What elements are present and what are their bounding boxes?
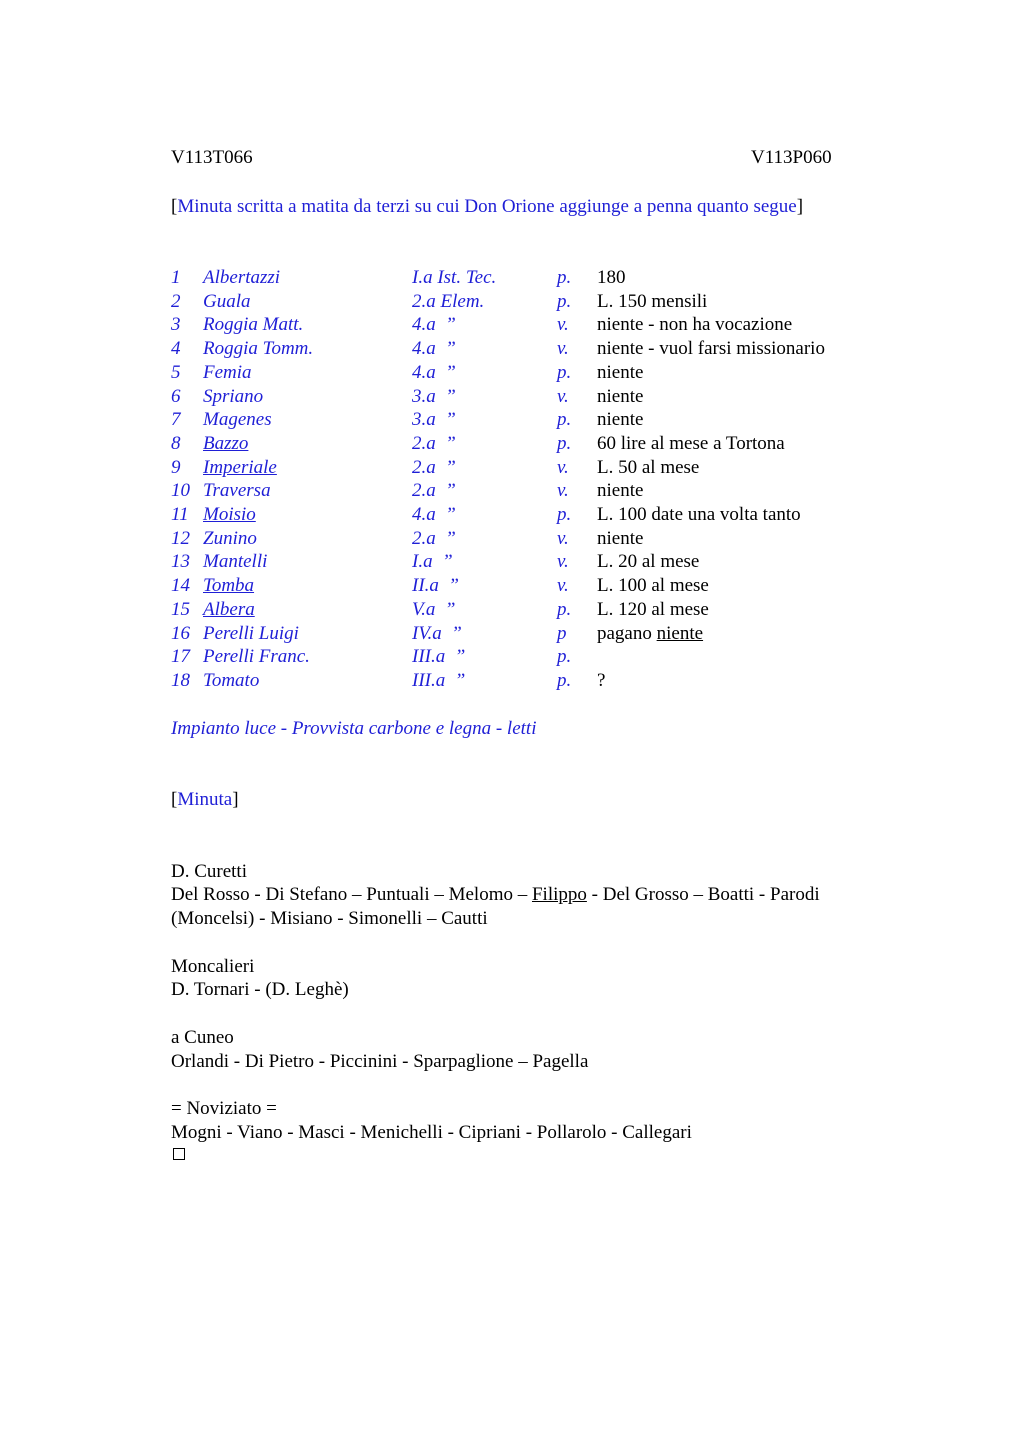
student-name: Femia [203,361,252,383]
student-note [597,503,801,527]
student-status: p [557,622,567,644]
moncalieri-line: D. Tornari - (D. Leghè) [171,979,349,1000]
student-name: Albera [203,598,255,620]
student-note [597,669,605,693]
student-note-text: L. 50 al mese [597,456,700,478]
student-name: Magenes [203,409,272,431]
curetti-line-1-b: - Del Grosso – Boatti - Parodi [586,884,820,905]
student-status: p. [557,504,572,525]
student-note-text: ? [597,669,606,691]
student-row [0,337,1024,361]
student-note [597,290,707,314]
noviziato-title: = Noviziato = [171,1098,277,1119]
student-note-text: niente - non ha vocazione [597,314,793,336]
student-number: 9 [171,456,181,478]
student-number: 3 [171,314,181,336]
student-name: Tomato [203,669,260,691]
student-status: p. [557,267,572,288]
student-note-text: L. 100 al mese [597,575,709,597]
student-status: v. [557,527,569,549]
student-row [0,266,1024,290]
student-status: p. [557,432,572,454]
student-note [597,337,825,361]
noviziato-line: Mogni - Viano - Masci - Menichelli - Cipriani - Pollarolo - Callegari [171,1122,692,1143]
curetti-title: D. Curetti [171,861,247,882]
student-class: III.a ” [412,669,466,691]
student-status: p. [557,361,572,383]
student-status: v. [557,551,569,573]
student-name: Guala [203,290,251,312]
student-note [597,432,785,456]
student-note [597,361,643,385]
student-class: 2.a ” [412,480,456,502]
student-name: Spriano [203,385,264,407]
student-row [0,622,1024,646]
student-class: 4.a ” [412,314,456,336]
student-class: 2.a ” [412,527,456,549]
student-name: Roggia Matt. [203,314,304,336]
student-class: 3.a ” [412,385,456,407]
student-note [597,622,703,646]
cuneo-line: Orlandi - Di Pietro - Piccinini - Sparpaglione – Pagella [171,1051,589,1072]
student-name: Perelli Franc. [203,646,310,668]
cuneo-title: a Cuneo [171,1027,234,1048]
student-note-text: 60 lire al mese a Tortona [597,432,785,454]
student-status: v. [557,385,569,407]
bracket-open: [ [171,789,178,810]
student-name: Tomba [203,575,255,597]
student-note [597,313,792,337]
student-class: IV.a ” [412,622,462,644]
student-row [0,432,1024,456]
student-number: 7 [171,409,181,431]
student-class: 4.a ” [412,504,456,525]
student-class: 4.a ” [412,338,456,360]
bracket-close: ] [232,789,239,810]
student-note-text: L. 20 al mese [597,551,700,573]
student-name: Mantelli [203,551,268,573]
editorial-note-text: Minuta scritta a matita da terzi su cui Don Orione aggiunge a penna quanto segue [177,196,797,217]
student-note-text: niente [597,409,644,431]
student-note-text: niente - vuol farsi missionario [597,338,825,360]
student-name: Zunino [203,527,257,549]
student-number: 1 [171,267,181,288]
student-row [0,669,1024,693]
student-number: 12 [171,527,190,549]
student-note [597,408,643,432]
student-name: Moisio [203,504,256,525]
student-row [0,385,1024,409]
student-number: 16 [171,622,190,644]
student-status: v. [557,456,569,478]
student-note-text: niente [597,480,644,502]
student-number: 6 [171,385,181,407]
student-note [597,456,699,480]
student-note-text: L. 100 date una volta tanto [597,504,801,525]
student-status: p. [557,290,572,312]
curetti-line-1-underlined: Filippo [531,884,587,905]
moncalieri-title: Moncalieri [171,956,255,977]
student-row [0,479,1024,503]
student-number: 15 [171,598,190,620]
student-note-text: pagano [597,622,657,644]
student-note-text: 180 [597,267,626,288]
student-class: 3.a ” [412,409,456,431]
student-status: p. [557,409,572,431]
student-number: 13 [171,551,190,573]
student-note [597,527,643,551]
student-class: I.a ” [412,551,453,573]
student-class: 2.a Elem. [412,290,485,312]
student-row [0,408,1024,432]
student-class: 2.a ” [412,432,456,454]
curetti-line-2: (Moncelsi) - Misiano - Simonelli – Cautti [171,908,488,929]
student-note-text: L. 150 mensili [597,290,708,312]
student-class: 2.a ” [412,456,456,478]
student-note-text: L. 120 al mese [597,598,709,620]
student-note [597,266,626,290]
student-status: p. [557,646,572,668]
bracket-open: [ [171,196,178,217]
student-name: Albertazzi [203,267,281,288]
editorial-note [171,195,803,219]
student-name: Imperiale [203,456,277,478]
student-row [0,503,1024,527]
student-note-text: niente [597,527,644,549]
editorial-note-minuta [171,788,239,812]
student-status: v. [557,314,569,336]
student-row [0,361,1024,385]
student-row [0,313,1024,337]
student-note [597,385,643,409]
student-number: 14 [171,575,190,597]
document-code-right: V113P060 [751,147,832,168]
student-note [597,479,643,503]
student-name: Perelli Luigi [203,622,299,644]
editorial-note-minuta-text: Minuta [177,789,233,810]
student-row [0,645,1024,669]
student-class: III.a ” [412,646,466,668]
student-row [0,456,1024,480]
student-number: 18 [171,669,190,691]
student-number: 8 [171,432,181,454]
curetti-line-1-a: Del Rosso - Di Stefano – Puntuali – Melomo – [171,884,532,905]
student-number: 4 [171,338,181,360]
student-status: p. [557,669,572,691]
student-name: Bazzo [203,432,249,454]
student-number: 11 [171,504,189,525]
student-note-text: niente [597,385,644,407]
impianto-line: Impianto luce - Provvista carbone e legna - letti [171,718,537,739]
student-note [597,550,699,574]
student-status: p. [557,598,572,620]
student-status: v. [557,338,569,360]
student-class: V.a ” [412,598,456,620]
student-name: Roggia Tomm. [203,338,314,360]
end-box-icon [173,1148,185,1160]
student-row [0,290,1024,314]
student-number: 2 [171,290,181,312]
student-number: 5 [171,361,181,383]
student-note [597,598,709,622]
student-note [597,574,709,598]
student-status: v. [557,575,569,597]
student-row [0,527,1024,551]
student-status: v. [557,480,569,502]
student-row [0,550,1024,574]
student-row [0,574,1024,598]
student-name: Traversa [203,480,271,502]
curetti-line-1 [171,883,820,907]
student-note-text: niente [597,361,644,383]
student-number: 17 [171,646,190,668]
student-row [0,598,1024,622]
student-number: 10 [171,480,190,502]
bracket-close: ] [796,196,804,217]
student-class: 4.a ” [412,361,456,383]
student-class: I.a Ist. Tec. [412,267,497,288]
document-code-left: V113T066 [171,147,253,168]
student-class: II.a ” [412,575,459,597]
student-note-underlined: niente [656,622,704,644]
